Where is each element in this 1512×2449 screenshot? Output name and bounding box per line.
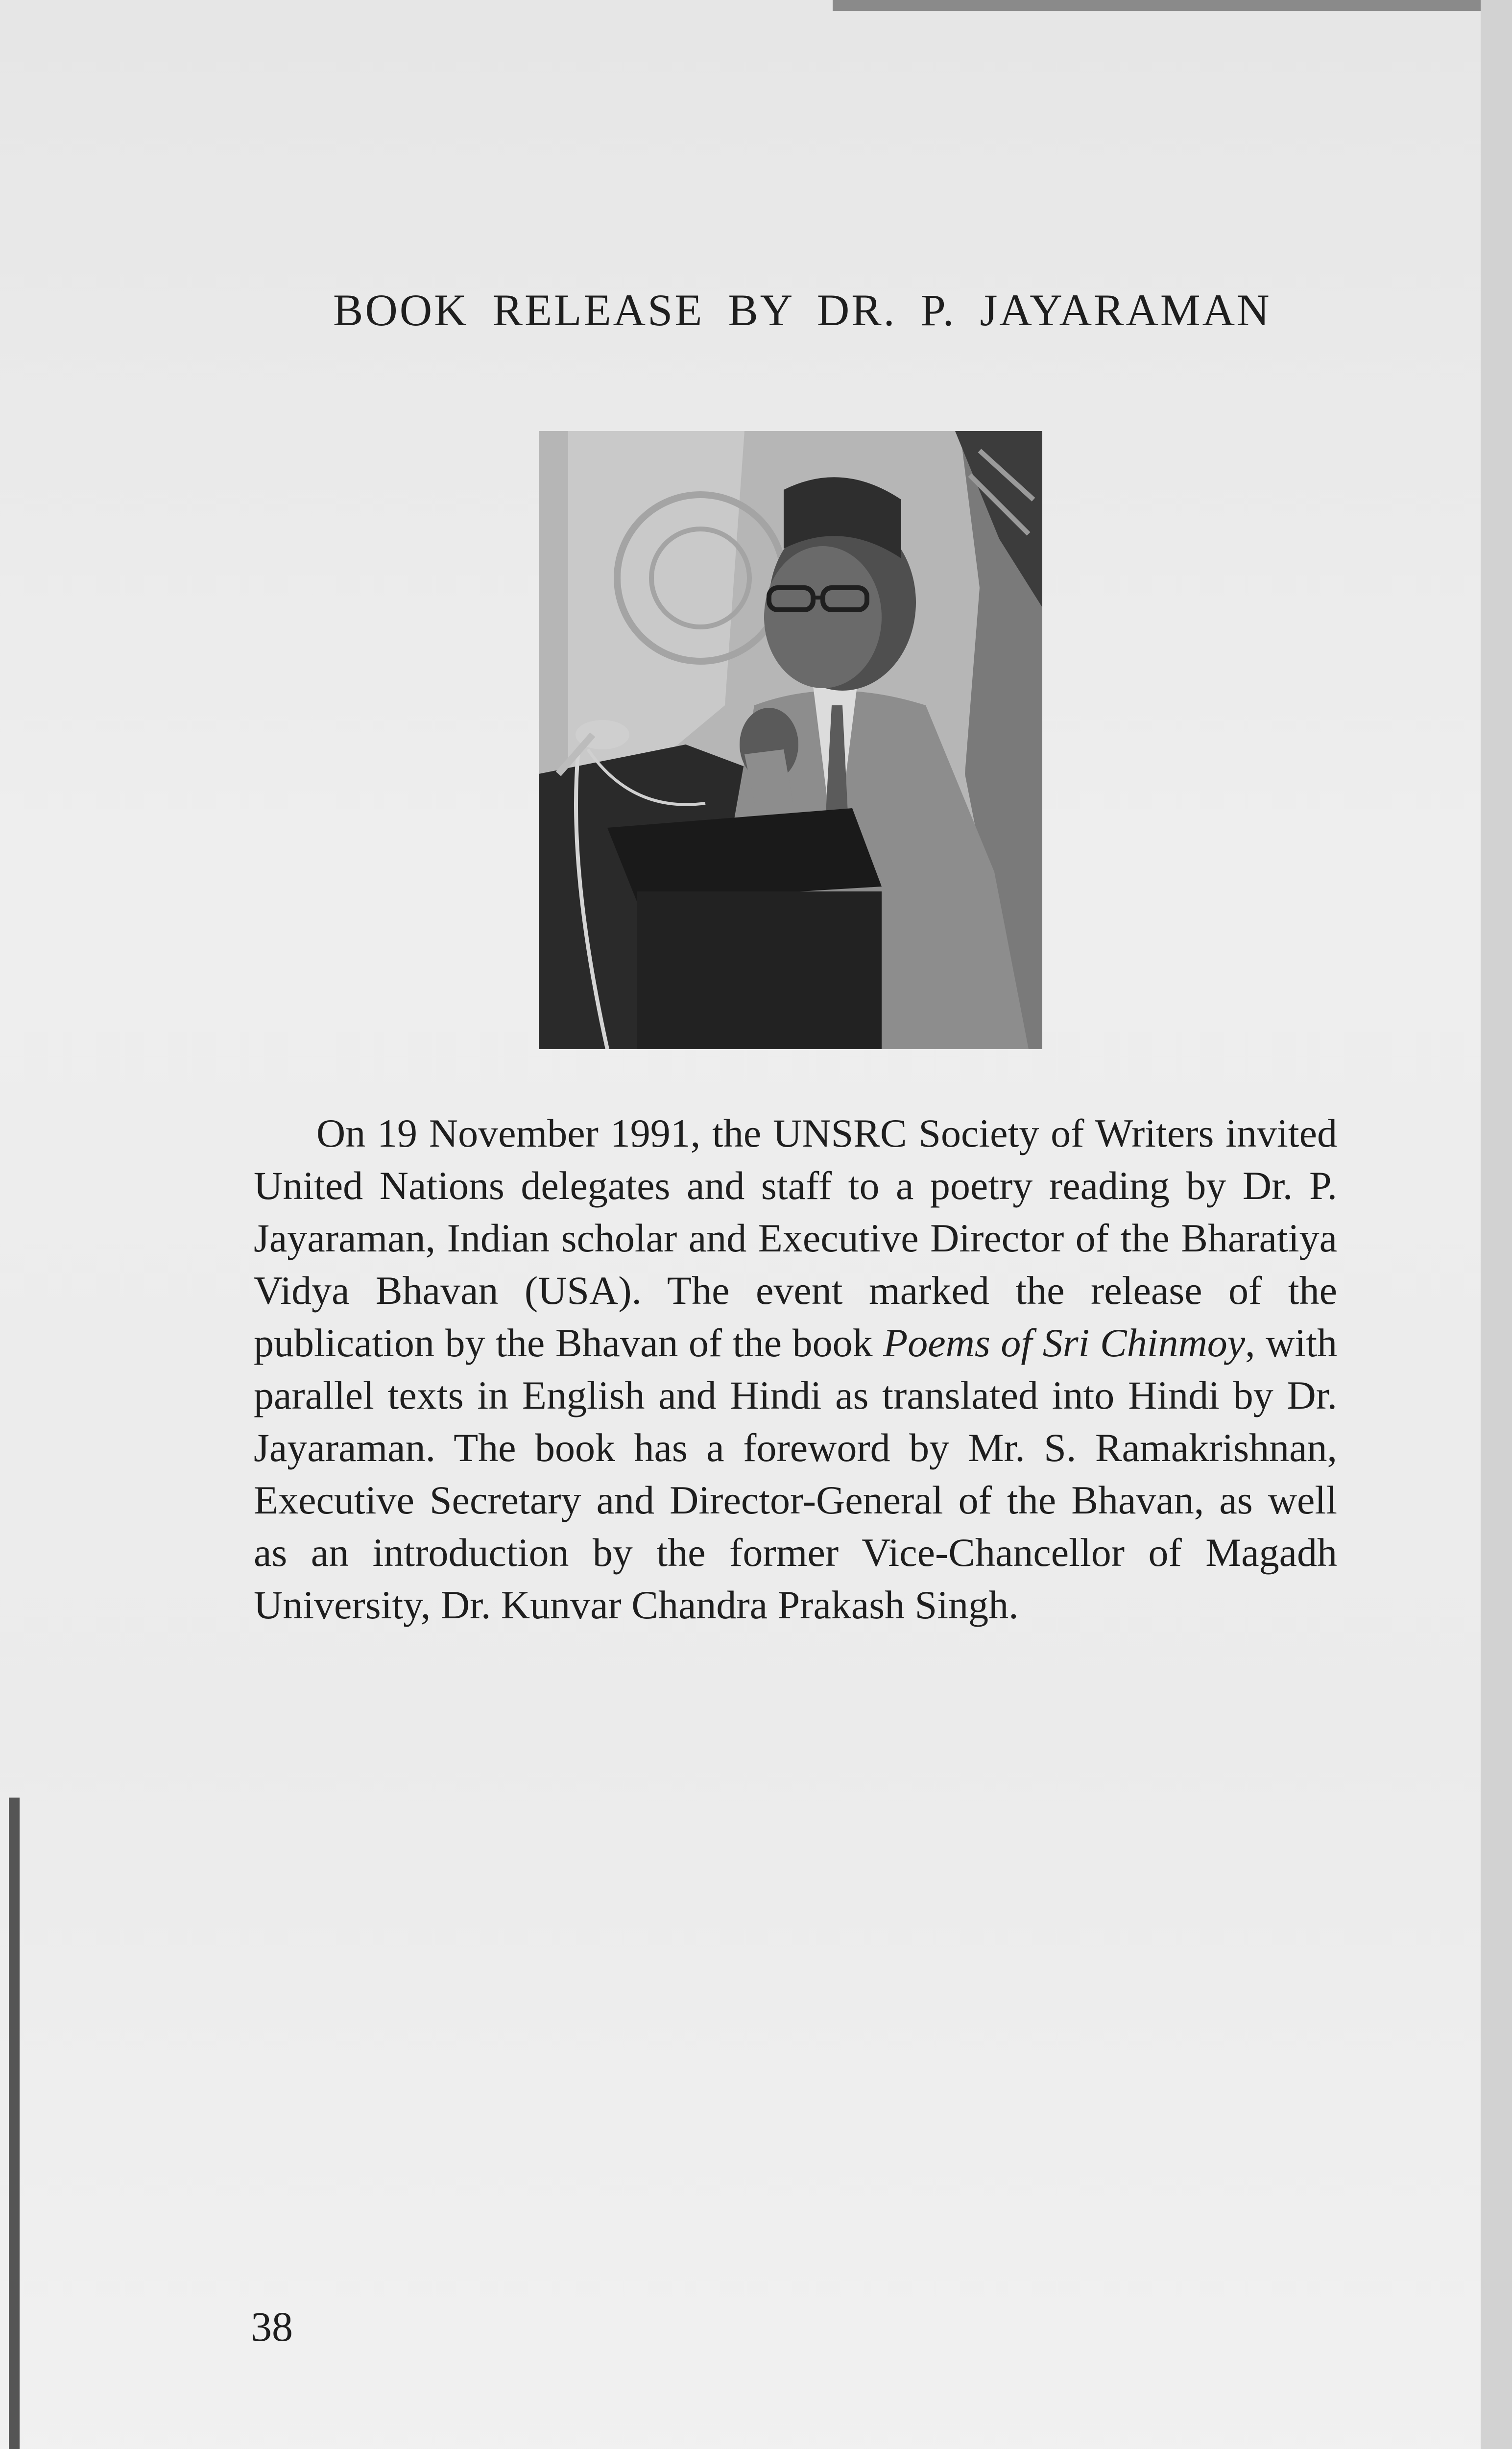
scan-edge-top xyxy=(833,0,1512,11)
article-text-part-2: , with parallel texts in English and Hindi as translated into Hindi by Dr. Jayaraman. The book has a foreword by Mr. S. Ramakrishnan, Executive Secretary and Director-General of the Bhavan, as well as an introduction by the former Vice-Chancellor of Magadh University, Dr. Kunvar Chandra Prakash Singh. xyxy=(254,1321,1337,1627)
article-text-part-1: On 19 November 1991, the UNSRC Society of Writers invited United Nations delegates and staff to a poetry reading by Dr. P. Jayaraman, Indian scholar and Executive Director of the Bharatiya Vidya Bhavan (USA). The event marked the release of the publication by the Bhavan of the book xyxy=(254,1111,1337,1365)
speaker-photo-illustration xyxy=(539,431,1042,1049)
page-number: 38 xyxy=(251,2303,293,2350)
scan-edge-left-rule xyxy=(9,1798,20,2449)
scan-edge-right xyxy=(1481,0,1512,2449)
book-title: Poems of Sri Chinmoy xyxy=(883,1321,1246,1365)
article-body xyxy=(254,1107,1337,1631)
article-paragraph xyxy=(254,1107,1337,1631)
speaker-photo xyxy=(539,431,1042,1049)
page-title: BOOK RELEASE BY DR. P. JAYARAMAN xyxy=(333,285,1272,335)
